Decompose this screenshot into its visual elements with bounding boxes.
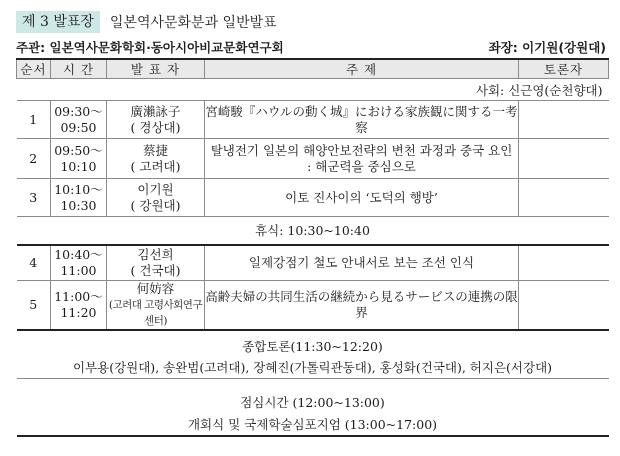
- table-row: [17, 245, 609, 281]
- table-row: [17, 139, 609, 179]
- host-organizers: 주관: 일본역사문화학회·동아시아비교문화연구회: [16, 40, 284, 55]
- spacer-row: [17, 378, 609, 392]
- row-topic: [205, 281, 519, 331]
- discussion-title: 종합토론(11:30~12:20): [242, 339, 383, 354]
- time-end: 11:20: [60, 305, 97, 320]
- topic-line: 宮崎駿『ハウルの動く城』における家族観に関する一考察: [205, 103, 518, 135]
- presenter-name: 이기원: [137, 181, 174, 197]
- row-discussant: [519, 139, 609, 179]
- topic-line: 탈냉전기 일본의 해양안보전략의 변천 과정과 중국 요인: [210, 142, 513, 158]
- break-label: 휴식: 10:30~10:40: [17, 217, 609, 245]
- row-topic: [205, 139, 519, 179]
- discussants-row: [17, 356, 609, 378]
- time-start: 10:10～: [54, 181, 103, 197]
- moderator: 사회: 신근영(순천향대): [17, 79, 609, 101]
- presenter-name: 廣瀨詠子: [130, 103, 181, 119]
- discussion-title-row: [17, 336, 609, 356]
- topic-line: 일제강점기 철도 안내서로 보는 조선 인식: [248, 254, 475, 270]
- row-time: [51, 281, 107, 331]
- row-number: 2: [17, 139, 51, 179]
- row-presenter: [107, 101, 205, 139]
- header-presenter: 발 표 자: [107, 59, 205, 79]
- time-end: 10:30: [60, 197, 97, 213]
- row-presenter: [107, 281, 205, 331]
- lunch-row: [17, 392, 609, 412]
- row-discussant: [519, 101, 609, 139]
- presenter-name: 蔡捷: [142, 142, 168, 158]
- time-end: 09:50: [60, 119, 97, 135]
- topic-line-2: : 해군력을 중심으로: [307, 158, 416, 174]
- time-start: 10:40～: [54, 246, 103, 262]
- row-presenter: [107, 179, 205, 217]
- schedule-table: [16, 58, 609, 437]
- break-row: [17, 217, 609, 245]
- row-presenter: [107, 245, 205, 281]
- presenter-affiliation: ( 건국대): [130, 262, 181, 278]
- time-start: 09:50～: [54, 142, 103, 158]
- room-badge: 제 3 발표장: [16, 11, 100, 33]
- row-topic: [205, 101, 519, 139]
- header-time: 시 간: [51, 59, 107, 79]
- row-presenter: [107, 139, 205, 179]
- row-time: [51, 179, 107, 217]
- header-order: 순서: [17, 59, 51, 79]
- spacer: [17, 378, 609, 392]
- row-topic: [205, 245, 519, 281]
- header-row: [17, 59, 609, 79]
- row-discussant: [519, 245, 609, 281]
- row-number: 3: [17, 179, 51, 217]
- row-topic: [205, 179, 519, 217]
- time-start: 11:00～: [54, 289, 103, 304]
- time-start: 09:30～: [54, 103, 103, 119]
- title-row: [16, 10, 277, 34]
- presenter-affiliation: ( 강원대): [130, 197, 181, 213]
- row-number: 5: [17, 281, 51, 331]
- topic-line: 이토 진사이의 ‘도덕의 행방’: [285, 189, 438, 205]
- row-time: [51, 245, 107, 281]
- presenter-affiliation: (고려대 고령사회연구센터): [108, 299, 203, 327]
- row-number: 4: [17, 245, 51, 281]
- discussants: 이부용(강원대), 송완범(고려대), 장혜진(가톨릭관동대), 홍성화(건국대), 허지은(서강대): [17, 356, 609, 378]
- table-row: [17, 179, 609, 217]
- row-number: 1: [17, 101, 51, 139]
- presenter-affiliation: ( 고려대): [130, 158, 181, 174]
- row-discussant: [519, 179, 609, 217]
- host-row: [16, 36, 606, 56]
- presenter-affiliation: ( 경상대): [130, 119, 181, 135]
- row-discussant: [519, 281, 609, 331]
- presenter-name: 김선희: [137, 246, 174, 262]
- ceremony-row: [17, 412, 609, 436]
- header-discussant: 토론자: [519, 59, 609, 79]
- table-row: [17, 281, 609, 331]
- ceremony-time: 개회식 및 국제학술심포지엄 (13:00~17:00): [17, 412, 609, 436]
- header-topic: 주 제: [205, 59, 519, 79]
- row-time: [51, 101, 107, 139]
- row-time: [51, 139, 107, 179]
- session-title: 일본역사문화분과 일반발표: [109, 15, 277, 31]
- table-row: [17, 101, 609, 139]
- moderator-row: [17, 79, 609, 101]
- time-end: 11:00: [60, 262, 97, 278]
- presenter-name: 何妨容: [136, 281, 175, 296]
- lunch-time: 점심시간 (12:00~13:00): [240, 395, 385, 410]
- topic-line: 高齢夫婦の共同生活の継続から見るサービスの連携の限界: [205, 289, 518, 320]
- session-chair: 좌장: 이기원(강원대): [488, 40, 606, 55]
- time-end: 10:10: [60, 158, 97, 174]
